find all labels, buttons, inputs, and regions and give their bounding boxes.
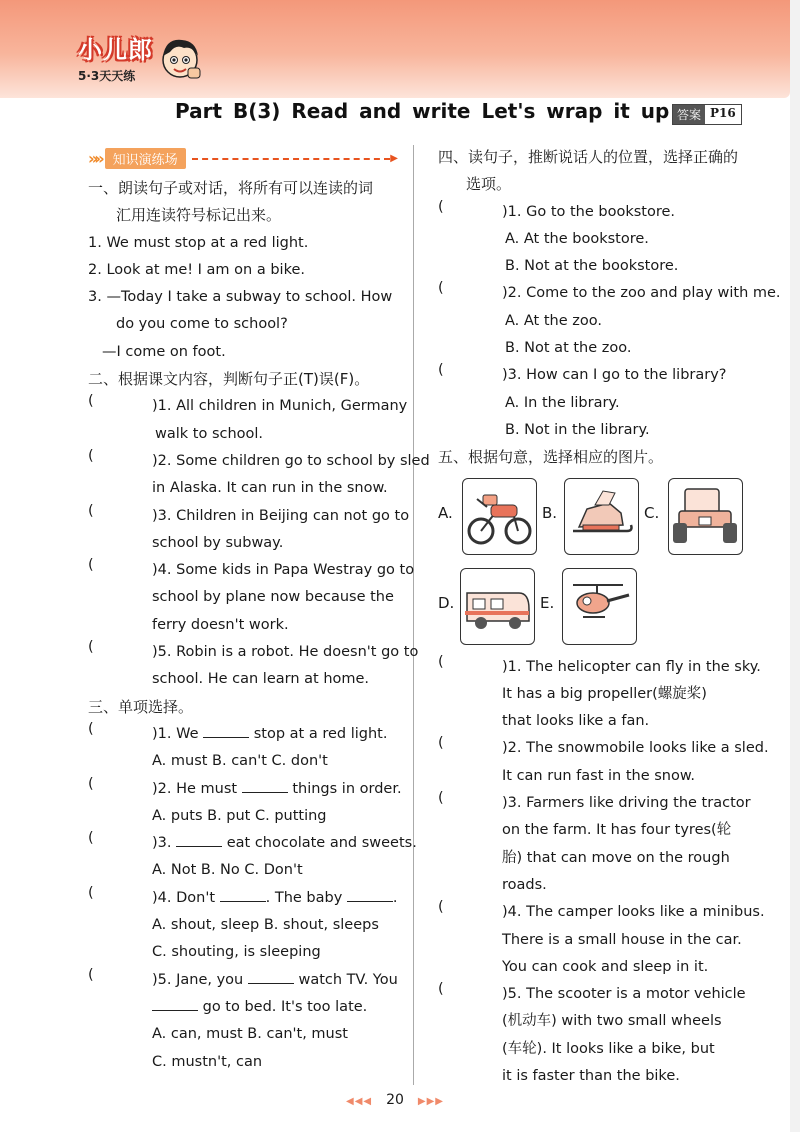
fill-blank[interactable] [203, 723, 249, 738]
brand-logo [78, 30, 153, 84]
picture-label: B. [542, 503, 558, 522]
s3-question-5 [88, 967, 398, 1076]
option-a: A. At the bookstore. [505, 230, 649, 247]
question-text: roads. [502, 876, 547, 893]
picture-c-tractor[interactable] [668, 478, 743, 555]
question-text: in Alaska. It can run in the snow. [152, 480, 388, 497]
question-text: Some kids in Papa Westray go to [176, 562, 415, 579]
question-number: )4. [152, 562, 177, 579]
option-b: B. Not in the library. [505, 421, 650, 438]
options: A. shout, sleep B. shout, sleeps [152, 917, 379, 934]
question-text: Don't [176, 889, 216, 906]
fill-blank[interactable] [242, 778, 288, 793]
answer-page: P16 [710, 106, 736, 120]
right-column [438, 144, 781, 1090]
page-edge [790, 0, 800, 1132]
s2-question [88, 557, 415, 639]
fill-blank[interactable] [248, 969, 294, 984]
question-text: (车轮). It looks like a bike, but [502, 1040, 715, 1057]
question-number: )1. [502, 203, 527, 220]
question-text: go to bed. It's too late. [202, 998, 368, 1015]
question-text: The helicopter can fly in the sky. [526, 658, 761, 675]
answer-blank[interactable]: ( [438, 735, 444, 752]
tractor-icon [669, 479, 742, 554]
fill-blank[interactable] [220, 887, 266, 902]
answer-blank[interactable]: ( [438, 790, 444, 807]
s4-question [438, 199, 748, 281]
snowmobile-icon [565, 479, 638, 554]
question-number: )5. [502, 986, 527, 1003]
answer-blank[interactable]: ( [438, 362, 444, 379]
question-text: school by plane now because the [152, 589, 394, 606]
question-text: The scooter is a motor vehicle [526, 986, 746, 1003]
question-number: )2. [502, 740, 527, 757]
picture-grid [438, 476, 748, 648]
s2-question-list [88, 393, 430, 693]
s5-question [438, 735, 769, 790]
answer-blank[interactable]: ( [88, 502, 94, 519]
s3-question-4 [88, 885, 398, 967]
question-text: . [392, 889, 398, 906]
question-text: on the farm. It has four tyres(轮 [502, 822, 732, 839]
section-4-title: 四、读句子，推断说话人的位置，选择正确的 [438, 148, 739, 166]
options: C. mustn't, can [152, 1053, 263, 1070]
question-number: )3. [152, 835, 177, 852]
question-number: )2. [152, 452, 177, 469]
question-text: (机动车) with two small wheels [502, 1013, 722, 1030]
fill-blank[interactable] [347, 887, 393, 902]
answer-label: 答案 [673, 105, 705, 124]
question-text: How can I go to the library? [526, 367, 727, 384]
section-1-title: 一、朗读句子或对话，将所有可以连读的词 [88, 179, 374, 197]
question-text: You can cook and sleep in it. [502, 958, 709, 975]
s5-question [438, 981, 748, 1090]
picture-b-snowmobile[interactable] [564, 478, 639, 555]
question-number: )1. [152, 725, 177, 742]
options: A. Not B. No C. Don't [152, 862, 303, 879]
question-number: )1. [502, 658, 527, 675]
s1-item-3-reply: —I come on foot. [102, 343, 226, 360]
s1-item-2: 2. Look at me! I am on a bike. [88, 261, 305, 278]
picture-a-motorcycle[interactable] [462, 478, 537, 555]
fill-blank[interactable] [152, 996, 198, 1011]
question-number: )2. [152, 780, 177, 797]
s2-question [88, 447, 430, 503]
option-a: A. In the library. [505, 394, 620, 411]
question-text: eat chocolate and sweets. [226, 835, 417, 852]
option-b: B. Not at the bookstore. [505, 258, 679, 275]
question-text: He must [176, 780, 238, 797]
arrow-right-icon: ▶ [390, 153, 398, 164]
question-number: )3. [502, 367, 527, 384]
camper-icon [461, 569, 534, 644]
options: A. can, must B. can't, must [152, 1026, 348, 1043]
page-title: Part B(3) Read and write Let's wrap it up [175, 99, 670, 123]
question-number: )1. [152, 398, 177, 415]
answer-blank[interactable]: ( [438, 981, 444, 998]
question-text: ferry doesn't work. [152, 616, 289, 633]
page-number: 20 [386, 1092, 404, 1108]
answer-blank[interactable]: ( [438, 653, 444, 670]
question-text: Come to the zoo and play with me. [526, 285, 781, 302]
question-text: Jane, you [176, 971, 244, 988]
s1-item-1: 1. We must stop at a red light. [88, 234, 309, 251]
section-1-title-cont: 汇用连读符号标记出来。 [116, 206, 282, 225]
s2-question [88, 639, 419, 694]
s3-question-3 [88, 830, 417, 885]
answer-blank[interactable]: ( [88, 830, 94, 847]
question-text: The snowmobile looks like a sled. [526, 740, 769, 757]
picture-d-camper[interactable] [460, 568, 535, 645]
question-text: it is faster than the bike. [502, 1068, 680, 1085]
helicopter-icon [563, 569, 636, 644]
options: A. must B. can't C. don't [152, 753, 328, 770]
answer-blank[interactable]: ( [88, 720, 94, 737]
section-2-title: 二、根据课文内容，判断句子正(T)误(F)。 [88, 370, 370, 389]
question-text: Some children go to school by sled [176, 452, 430, 469]
dashed-line [192, 158, 391, 160]
question-number: )4. [502, 904, 527, 921]
section-4-title-cont: 选项。 [466, 175, 512, 194]
question-text: The camper looks like a minibus. [526, 904, 765, 921]
question-text: There is a small house in the car. [502, 931, 742, 948]
section-3-title: 三、单项选择。 [88, 697, 194, 716]
s5-question [438, 653, 761, 736]
question-number: )2. [502, 285, 527, 302]
question-text: Children in Beijing can not go to [176, 507, 410, 524]
answer-blank[interactable]: ( [88, 639, 94, 656]
answer-blank[interactable]: ( [88, 966, 94, 983]
question-text: 胎) that can move on the rough [502, 849, 730, 866]
banner-label: 知识演练场 [105, 148, 186, 169]
question-text: We [176, 725, 199, 742]
s2-question [88, 393, 408, 448]
section-5-title: 五、根据句意，选择相应的图片。 [438, 448, 664, 467]
question-text: that looks like a fan. [502, 713, 650, 730]
question-text: Go to the bookstore. [526, 203, 676, 220]
question-number: )5. [152, 971, 177, 988]
answer-page-tag [672, 104, 742, 125]
chevron-icon: »» [88, 149, 101, 168]
s4-question [438, 362, 748, 444]
question-text: watch TV. You [298, 971, 398, 988]
s5-question [438, 899, 765, 981]
question-number: )5. [152, 644, 177, 661]
page-footer [0, 1092, 790, 1108]
answer-blank[interactable]: ( [88, 393, 94, 410]
question-text: All children in Munich, Germany [176, 398, 408, 415]
picture-label: C. [644, 503, 660, 522]
question-number: )3. [152, 507, 177, 524]
question-text: school by subway. [152, 534, 284, 551]
s1-item-3-cont: do you come to school? [116, 316, 288, 333]
s5-question [438, 790, 751, 899]
section-banner [88, 148, 398, 169]
answer-blank[interactable]: ( [88, 557, 94, 574]
option-a: A. At the zoo. [505, 312, 602, 329]
s3-question-1 [88, 721, 398, 776]
answer-blank[interactable]: ( [438, 899, 444, 916]
question-number: )4. [152, 889, 177, 906]
motorcycle-icon [463, 479, 536, 554]
question-text: It has a big propeller(螺旋桨) [502, 685, 707, 702]
question-number: )3. [502, 795, 527, 812]
answer-blank[interactable]: ( [88, 775, 94, 792]
options: A. puts B. put C. putting [152, 807, 327, 824]
left-column [88, 148, 430, 1076]
next-arrows-icon: ▶▶▶ [417, 1096, 444, 1107]
logo-text: 小儿郎 [78, 36, 153, 64]
answer-blank[interactable]: ( [438, 198, 444, 215]
mascot-boy-icon [156, 32, 204, 84]
question-text: stop at a red light. [253, 725, 388, 742]
logo-subtext: 5·3天天练 [78, 69, 136, 83]
picture-label: E. [540, 593, 555, 612]
question-text: Farmers like driving the tractor [526, 795, 751, 812]
option-b: B. Not at the zoo. [505, 340, 632, 357]
answer-blank[interactable]: ( [88, 884, 94, 901]
question-text: school. He can learn at home. [152, 671, 370, 688]
s4-question [438, 280, 781, 362]
answer-blank[interactable]: ( [88, 447, 94, 464]
prev-arrows-icon: ◀◀◀ [346, 1096, 373, 1107]
fill-blank[interactable] [176, 832, 222, 847]
picture-label: A. [438, 503, 453, 522]
picture-e-helicopter[interactable] [562, 568, 637, 645]
s2-question [88, 502, 410, 558]
answer-blank[interactable]: ( [438, 280, 444, 297]
question-text: walk to school. [155, 425, 264, 442]
question-text: It can run fast in the snow. [502, 767, 696, 784]
options: C. shouting, is sleeping [152, 944, 321, 961]
s1-item-3: 3. —Today I take a subway to school. How [88, 289, 393, 306]
question-text: things in order. [292, 780, 402, 797]
picture-label: D. [438, 593, 455, 612]
question-text: Robin is a robot. He doesn't go to [176, 644, 419, 661]
s3-question-2 [88, 775, 402, 831]
question-text: . The baby [265, 889, 343, 906]
